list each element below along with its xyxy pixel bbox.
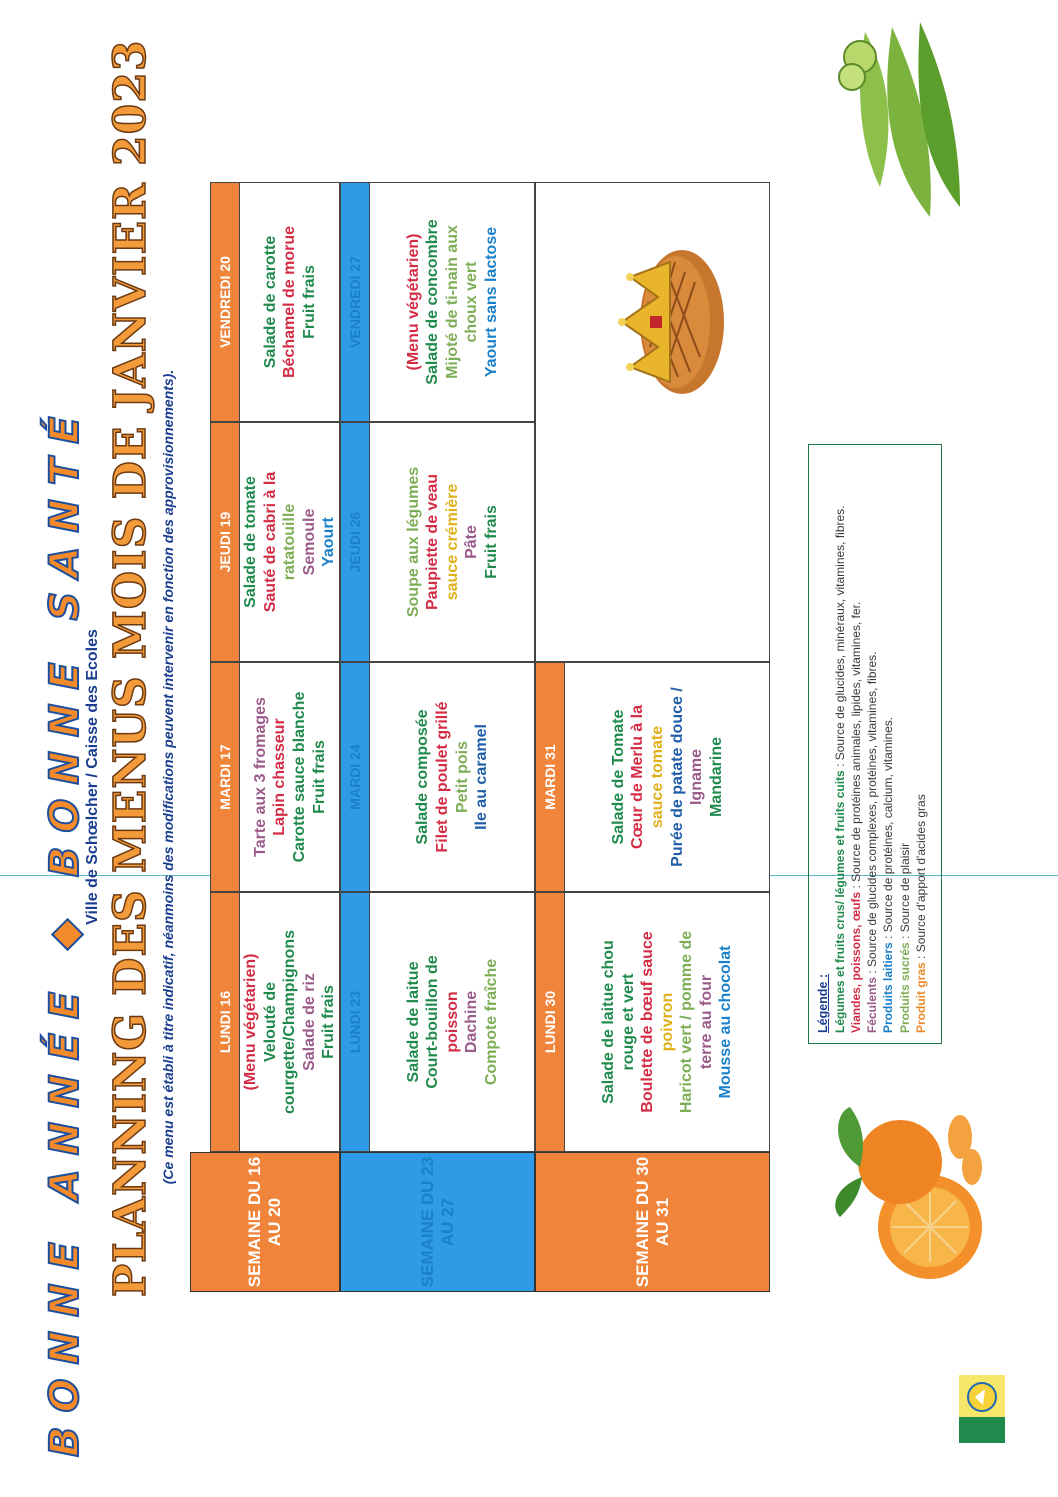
menu-line: Salade de laitue <box>404 961 422 1083</box>
menu-line: Salade de tomate <box>242 476 260 608</box>
day-cell <box>210 662 340 892</box>
menu-lines <box>375 667 530 887</box>
menu-line: choux vert <box>463 261 481 343</box>
menu-lines <box>245 187 335 417</box>
menu-line: Boulette de bœuf sauce <box>639 931 657 1113</box>
menu-line: Semoule <box>300 508 318 576</box>
crest-icon <box>955 1373 1011 1445</box>
menu-line: Yaourt <box>320 517 338 567</box>
day-header: MARDI 24 <box>341 663 370 891</box>
menu-line: Salade de laitue chou <box>600 940 618 1104</box>
menu-lines <box>242 897 338 1147</box>
day-header: VENDREDI 27 <box>341 183 370 421</box>
menu-lines <box>375 427 530 657</box>
day-header: JEUDI 19 <box>211 423 240 661</box>
day-header: LUNDI 30 <box>536 893 565 1151</box>
menu-line: Salade de carotte <box>261 235 279 369</box>
day-cell <box>210 182 340 422</box>
week-label: SEMAINE DU 23 AU 27 <box>340 1152 535 1292</box>
menu-lines <box>570 667 765 887</box>
menu-line: Fruit frais <box>300 265 318 339</box>
menu-lines <box>242 427 338 657</box>
menu-line: sauce crémière <box>443 483 461 601</box>
legend-title: Légende : <box>816 973 830 1033</box>
menu-line: Fruit frais <box>320 985 338 1059</box>
legend-item: Produits sucrés : Source de plaisir <box>897 842 912 1033</box>
menu-line: Salade de riz <box>300 973 318 1071</box>
menu-line: Dachine <box>463 990 481 1054</box>
menu-line: Lapin chasseur <box>271 718 289 836</box>
menu-line: Purée de patate douce / <box>668 687 686 867</box>
galette-crown-icon <box>610 242 740 402</box>
day-header: JEUDI 26 <box>341 423 370 661</box>
week-label: SEMAINE DU 16 AU 20 <box>190 1152 340 1292</box>
page-title: PLANNING DES MENUS MOIS DE JANVIER 2023 <box>105 39 156 1297</box>
menu-lines <box>570 897 765 1147</box>
menu-line: Haricot vert / pomme de <box>678 930 696 1114</box>
legend-item: Légumes et fruits crus/ légumes et fruits cuits : Source de glucides, minéraux, vitamines, fibres. <box>832 505 847 1033</box>
menu-line: Velouté de <box>261 981 279 1063</box>
okra-icon <box>820 12 1000 227</box>
legend-box <box>808 444 942 1044</box>
menu-line: Carotte sauce blanche <box>291 691 308 863</box>
day-header: LUNDI 16 <box>211 893 240 1151</box>
menu-line: Igname <box>688 749 706 806</box>
menu-line: Salade de Tomate <box>609 709 627 845</box>
day-cell <box>340 182 535 422</box>
menu-line: Béchamel de morue <box>281 225 299 379</box>
menu-lines <box>245 667 335 887</box>
menu-line: Petit pois <box>453 741 471 814</box>
legend-item: Viandes, poissons, œufs : Source de protéines animales, lipides, vitamines, fer. <box>849 601 864 1033</box>
menu-lines <box>375 187 530 417</box>
day-header: MARDI 17 <box>211 663 240 891</box>
menu-line: Sauté de cabri à la <box>261 471 279 613</box>
menu-lines <box>375 897 530 1147</box>
menu-line: Mijoté de ti-nain aux <box>443 225 461 379</box>
menu-line: (Menu végétarien) <box>242 953 260 1091</box>
legend-item: Produit gras : Source d'apport d'acides gras <box>913 794 928 1033</box>
menu-line: sauce tomate <box>648 725 666 829</box>
notice-text: (Ce menu est établi à titre indicatif, néanmoins des modifications peuvent intervenir en fonction des approvisionnements). <box>160 369 176 1185</box>
day-cell <box>535 892 770 1152</box>
menu-line: Filet de poulet grillé <box>433 701 451 853</box>
day-cell <box>340 892 535 1152</box>
menu-line: Yaourt sans lactose <box>482 226 500 378</box>
menu-line: Mandarine <box>707 737 725 818</box>
menu-line: Soupe aux légumes <box>404 466 422 618</box>
menu-line: Salade de concombre <box>424 219 442 385</box>
menu-line: Compote fraîche <box>482 958 500 1086</box>
day-cell <box>535 662 770 892</box>
menu-line: Salade composée <box>414 709 432 845</box>
legend-item: Produits laitiers : Source de protéines, calcium, vitamines. <box>881 716 896 1033</box>
subtitle: Ville de Schœlcher / Caisse des Ecoles <box>84 629 101 925</box>
menu-line: Ile au caramel <box>473 724 491 830</box>
day-cell <box>210 422 340 662</box>
menu-line: Tarte aux 3 fromages <box>251 697 269 857</box>
day-cell <box>210 892 340 1152</box>
menu-line: Fruit frais <box>310 740 328 814</box>
menu-line: (Menu végétarien) <box>404 233 422 371</box>
orange-fruit-icon <box>820 1097 990 1287</box>
week-label: SEMAINE DU 30 AU 31 <box>535 1152 770 1292</box>
menu-line: Cœur de Merlu à la <box>629 704 647 850</box>
menu-line: courgette/Champignons <box>281 930 299 1115</box>
day-cell <box>340 662 535 892</box>
menu-line: terre au four <box>697 974 715 1070</box>
menu-line: ratatouille <box>281 503 299 581</box>
menu-line: Court-bouillon de <box>424 955 442 1089</box>
legend-item: Féculents : Source de glucides complexes, protéines, vitamines, fibres. <box>865 651 880 1033</box>
day-cell <box>340 422 535 662</box>
day-header: VENDREDI 20 <box>211 183 240 421</box>
menu-line: Paupiette de veau <box>424 473 442 611</box>
day-header: LUNDI 23 <box>341 893 370 1151</box>
banner-text: BONNE ANNÉE ◆ BONNE SANTÉ <box>42 402 88 1457</box>
menu-line: poivron <box>658 992 676 1052</box>
menu-line: Pâte <box>463 525 481 559</box>
menu-line: Fruit frais <box>482 505 500 579</box>
day-header: MARDI 31 <box>536 663 565 891</box>
menu-line: Mousse au chocolat <box>717 945 735 1099</box>
menu-line: rouge et vert <box>619 973 637 1071</box>
menu-line: poisson <box>443 991 461 1053</box>
